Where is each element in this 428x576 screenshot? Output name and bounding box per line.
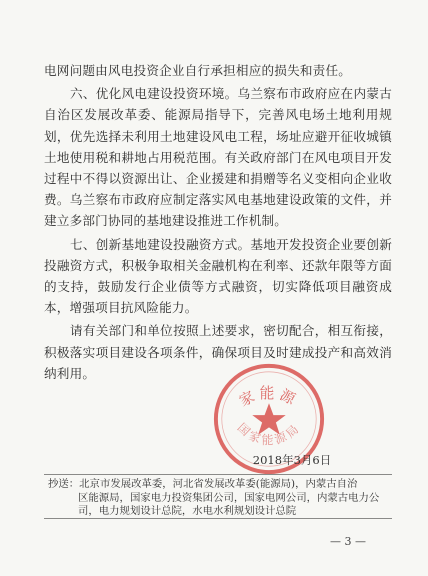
issue-date: 2018年3月6日 (252, 453, 332, 467)
seal-bottom-text: 国家能源局 (234, 420, 304, 448)
document-body (44, 60, 392, 384)
cc-line-1: 北京市发展改革委，河北省发展改革委(能源局)，内蒙古自治 (79, 478, 358, 490)
seal-top-text: 家能源 (236, 384, 302, 411)
cc-top-divider (44, 474, 392, 475)
paragraph-six: 六、优化风电建设投资环境。乌兰察布市政府应在内蒙古自治区发展改革委、能源局指导下，完善风电场土地利用规划，优先选择未利用土地建设风电工程，场址应避开征收城镇土地使用税和耕地占用税范围。有关政府部门在风电项目开发过程中不得以资源出让、企业援建和捐赠等名义变相向企业收费。乌兰察布市政府应制定落实风电基地建设政策的文件，并建立多部门协同的基地建设推进工作机制。 (44, 86, 392, 229)
paragraph-continuation: 电网问题由风电投资企业自行承担相应的损失和责任。 (44, 63, 352, 78)
cc-label: 抄送： (48, 478, 80, 490)
paragraph-seven: 七、创新基地建设投融资方式。基地开发投资企业要创新投融资方式，积极争取相关金融机构在利率、还款年限等方面的支持，鼓励发行企业债等方式融资，切实降低项目融资成本，增强项目抗风险能力。 (44, 236, 392, 316)
cc-line-2: 区能源局，国家电力投资集团公司，国家电网公司，内蒙古电力公司，电力规划设计总院，水电水利规划设计总院 (78, 491, 380, 518)
page-number: — 3 — (330, 535, 366, 548)
cc-bottom-divider (44, 518, 392, 519)
paragraph-closing: 请有关部门和单位按照上述要求，密切配合，相互衔接，积极落实项目建设各项条件，确保项目及时建成投产和高效消纳利用。 (44, 323, 392, 381)
carbon-copy-block (48, 478, 392, 519)
